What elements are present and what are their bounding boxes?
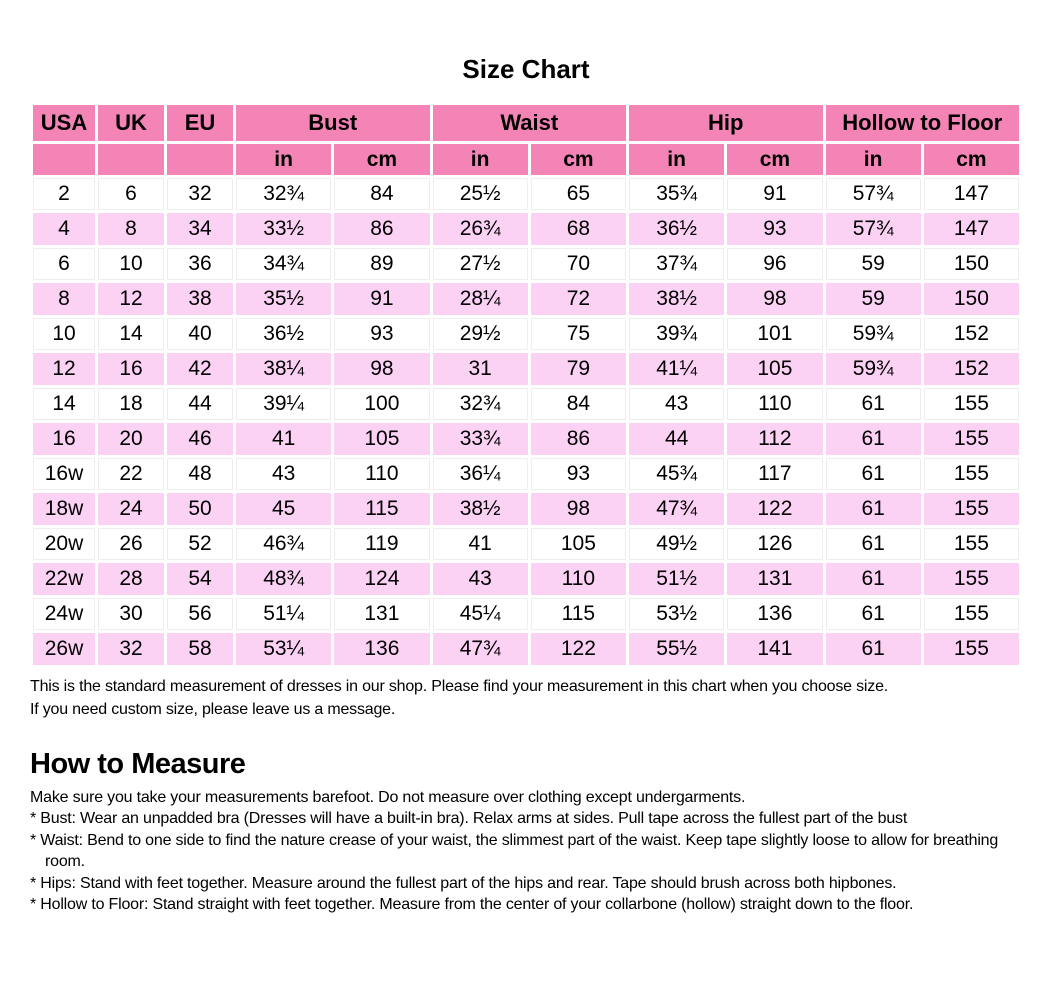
size-cell: 38 — [167, 283, 233, 315]
note-line-2: If you need custom size, please leave us a message. — [30, 701, 396, 718]
size-cell: 36½ — [629, 213, 724, 245]
size-cell: 35½ — [236, 283, 331, 315]
size-cell: 36 — [167, 248, 233, 280]
size-cell: 115 — [531, 598, 626, 630]
unit-header-waist-cm: cm — [531, 144, 626, 175]
size-cell: 65 — [531, 178, 626, 210]
size-cell: 68 — [531, 213, 626, 245]
size-cell: 56 — [167, 598, 233, 630]
size-cell: 147 — [924, 213, 1019, 245]
size-cell: 96 — [727, 248, 822, 280]
size-cell: 45¼ — [433, 598, 528, 630]
table-row — [33, 458, 1019, 490]
size-cell: 6 — [33, 248, 95, 280]
size-chart-table — [30, 102, 1022, 668]
size-cell: 43 — [629, 388, 724, 420]
size-cell: 61 — [826, 423, 921, 455]
size-cell: 117 — [727, 458, 822, 490]
table-header-row — [33, 105, 1019, 141]
table-row — [33, 213, 1019, 245]
size-cell: 105 — [727, 353, 822, 385]
size-cell: 30 — [98, 598, 164, 630]
size-cell: 10 — [33, 318, 95, 350]
size-cell: 43 — [236, 458, 331, 490]
table-row — [33, 423, 1019, 455]
size-cell: 2 — [33, 178, 95, 210]
table-row — [33, 633, 1019, 665]
size-cell: 61 — [826, 388, 921, 420]
table-row — [33, 528, 1019, 560]
size-cell: 38¼ — [236, 353, 331, 385]
size-cell: 41¼ — [629, 353, 724, 385]
measure-instructions-list — [30, 808, 1022, 916]
measure-instruction-item: * Waist: Bend to one side to find the nature crease of your waist, the slimmest part of the waist. Keep tape slightly loose to allow for breathing room. — [30, 831, 999, 870]
size-cell: 91 — [727, 178, 822, 210]
table-row — [33, 353, 1019, 385]
size-cell: 26¾ — [433, 213, 528, 245]
size-cell: 41 — [236, 423, 331, 455]
unit-header-hollow-in: in — [826, 144, 921, 175]
size-cell: 98 — [334, 353, 429, 385]
size-cell: 22w — [33, 563, 95, 595]
size-cell: 86 — [531, 423, 626, 455]
table-row — [33, 248, 1019, 280]
note-line-1: This is the standard measurement of dresses in our shop. Please find your measurement in this chart when you choose size. — [30, 678, 889, 695]
size-cell: 112 — [727, 423, 822, 455]
column-header-eu: EU — [167, 105, 233, 141]
size-cell: 16w — [33, 458, 95, 490]
size-cell: 24w — [33, 598, 95, 630]
size-cell: 49½ — [629, 528, 724, 560]
size-cell: 61 — [826, 458, 921, 490]
size-cell: 98 — [531, 493, 626, 525]
size-cell: 122 — [531, 633, 626, 665]
size-cell: 152 — [924, 318, 1019, 350]
size-cell: 150 — [924, 248, 1019, 280]
size-table-body — [33, 178, 1019, 665]
size-cell: 155 — [924, 633, 1019, 665]
size-cell: 31 — [433, 353, 528, 385]
size-cell: 61 — [826, 528, 921, 560]
size-cell: 10 — [98, 248, 164, 280]
size-cell: 61 — [826, 563, 921, 595]
unit-header-waist-in: in — [433, 144, 528, 175]
size-cell: 34¾ — [236, 248, 331, 280]
size-cell: 119 — [334, 528, 429, 560]
size-cell: 53½ — [629, 598, 724, 630]
size-cell: 18w — [33, 493, 95, 525]
size-cell: 44 — [167, 388, 233, 420]
table-row — [33, 493, 1019, 525]
size-cell: 61 — [826, 633, 921, 665]
size-cell: 36¼ — [433, 458, 528, 490]
size-cell: 122 — [727, 493, 822, 525]
size-cell: 59 — [826, 283, 921, 315]
size-cell: 115 — [334, 493, 429, 525]
size-cell: 152 — [924, 353, 1019, 385]
measure-instruction-item: * Hollow to Floor: Stand straight with feet together. Measure from the center of your collarbone (hollow) straight down to the floor. — [30, 896, 914, 913]
size-cell: 33¾ — [433, 423, 528, 455]
size-cell: 43 — [433, 563, 528, 595]
how-to-measure-heading: How to Measure — [30, 748, 246, 780]
size-cell: 86 — [334, 213, 429, 245]
size-cell: 57¾ — [826, 178, 921, 210]
measure-instruction-item: * Bust: Wear an unpadded bra (Dresses will have a built-in bra). Relax arms at sides. Pull tape across the fullest part of the bust — [30, 810, 908, 827]
size-cell: 155 — [924, 458, 1019, 490]
size-cell: 51¼ — [236, 598, 331, 630]
size-notes — [30, 675, 1022, 721]
size-cell: 24 — [98, 493, 164, 525]
size-cell: 155 — [924, 528, 1019, 560]
size-cell: 59 — [826, 248, 921, 280]
size-cell: 70 — [531, 248, 626, 280]
size-cell: 53¼ — [236, 633, 331, 665]
size-cell: 18 — [98, 388, 164, 420]
size-cell: 155 — [924, 598, 1019, 630]
size-cell: 16 — [33, 423, 95, 455]
unit-header-hollow-cm: cm — [924, 144, 1019, 175]
size-cell: 8 — [33, 283, 95, 315]
size-cell: 105 — [531, 528, 626, 560]
size-cell: 72 — [531, 283, 626, 315]
size-cell: 42 — [167, 353, 233, 385]
size-cell: 126 — [727, 528, 822, 560]
header-spacer-cell — [167, 144, 233, 175]
size-cell: 41 — [433, 528, 528, 560]
column-header-waist: Waist — [433, 105, 627, 141]
header-spacer-cell — [33, 144, 95, 175]
size-cell: 105 — [334, 423, 429, 455]
size-cell: 26w — [33, 633, 95, 665]
size-cell: 32 — [98, 633, 164, 665]
size-cell: 14 — [33, 388, 95, 420]
size-cell: 22 — [98, 458, 164, 490]
unit-header-hip-cm: cm — [727, 144, 822, 175]
table-row — [33, 388, 1019, 420]
size-cell: 84 — [531, 388, 626, 420]
column-header-usa: USA — [33, 105, 95, 141]
size-cell: 32¾ — [236, 178, 331, 210]
size-cell: 84 — [334, 178, 429, 210]
size-cell: 25½ — [433, 178, 528, 210]
size-cell: 39¾ — [629, 318, 724, 350]
size-cell: 12 — [98, 283, 164, 315]
column-header-bust: Bust — [236, 105, 430, 141]
size-cell: 38½ — [629, 283, 724, 315]
size-cell: 155 — [924, 493, 1019, 525]
table-row — [33, 318, 1019, 350]
size-cell: 48 — [167, 458, 233, 490]
size-cell: 4 — [33, 213, 95, 245]
size-cell: 45 — [236, 493, 331, 525]
column-header-hip: Hip — [629, 105, 823, 141]
size-cell: 36½ — [236, 318, 331, 350]
size-cell: 32 — [167, 178, 233, 210]
size-cell: 47¾ — [629, 493, 724, 525]
unit-header-hip-in: in — [629, 144, 724, 175]
size-cell: 61 — [826, 493, 921, 525]
size-cell: 26 — [98, 528, 164, 560]
size-cell: 79 — [531, 353, 626, 385]
measure-instruction-item: * Hips: Stand with feet together. Measure around the fullest part of the hips and rear. Tape should brush across both hipbones. — [30, 874, 897, 892]
size-cell: 51½ — [629, 563, 724, 595]
size-cell: 93 — [727, 213, 822, 245]
size-cell: 150 — [924, 283, 1019, 315]
size-cell: 141 — [727, 633, 822, 665]
table-row — [33, 283, 1019, 315]
size-cell: 28 — [98, 563, 164, 595]
size-cell: 54 — [167, 563, 233, 595]
size-cell: 45¾ — [629, 458, 724, 490]
size-cell: 46¾ — [236, 528, 331, 560]
unit-header-bust-in: in — [236, 144, 331, 175]
size-cell: 93 — [334, 318, 429, 350]
size-cell: 12 — [33, 353, 95, 385]
table-row — [33, 598, 1019, 630]
size-cell: 50 — [167, 493, 233, 525]
size-cell: 27½ — [433, 248, 528, 280]
size-cell: 33½ — [236, 213, 331, 245]
header-spacer-cell — [98, 144, 164, 175]
size-cell: 131 — [727, 563, 822, 595]
size-cell: 59¾ — [826, 318, 921, 350]
column-header-hollow-to-floor: Hollow to Floor — [826, 105, 1020, 141]
measure-intro: Make sure you take your measurements barefoot. Do not measure over clothing except undergarments. — [30, 789, 746, 806]
size-cell: 20w — [33, 528, 95, 560]
size-cell: 98 — [727, 283, 822, 315]
table-units-row — [33, 144, 1019, 175]
size-cell: 57¾ — [826, 213, 921, 245]
size-cell: 136 — [334, 633, 429, 665]
size-cell: 39¼ — [236, 388, 331, 420]
size-cell: 34 — [167, 213, 233, 245]
size-cell: 6 — [98, 178, 164, 210]
size-cell: 47¾ — [433, 633, 528, 665]
size-cell: 93 — [531, 458, 626, 490]
size-cell: 100 — [334, 388, 429, 420]
size-cell: 44 — [629, 423, 724, 455]
size-cell: 46 — [167, 423, 233, 455]
size-cell: 155 — [924, 563, 1019, 595]
size-cell: 124 — [334, 563, 429, 595]
size-cell: 89 — [334, 248, 429, 280]
size-cell: 131 — [334, 598, 429, 630]
size-cell: 32¾ — [433, 388, 528, 420]
page-title: Size Chart — [462, 54, 590, 84]
size-cell: 28¼ — [433, 283, 528, 315]
size-cell: 52 — [167, 528, 233, 560]
size-cell: 16 — [98, 353, 164, 385]
size-cell: 59¾ — [826, 353, 921, 385]
size-cell: 75 — [531, 318, 626, 350]
size-cell: 110 — [727, 388, 822, 420]
size-cell: 136 — [727, 598, 822, 630]
size-cell: 91 — [334, 283, 429, 315]
size-cell: 29½ — [433, 318, 528, 350]
size-cell: 147 — [924, 178, 1019, 210]
size-cell: 37¾ — [629, 248, 724, 280]
size-cell: 155 — [924, 423, 1019, 455]
size-cell: 110 — [334, 458, 429, 490]
column-header-uk: UK — [98, 105, 164, 141]
size-cell: 8 — [98, 213, 164, 245]
size-cell: 48¾ — [236, 563, 331, 595]
size-cell: 155 — [924, 388, 1019, 420]
size-cell: 101 — [727, 318, 822, 350]
size-cell: 58 — [167, 633, 233, 665]
size-cell: 40 — [167, 318, 233, 350]
size-cell: 20 — [98, 423, 164, 455]
size-cell: 110 — [531, 563, 626, 595]
table-row — [33, 178, 1019, 210]
size-cell: 35¾ — [629, 178, 724, 210]
size-cell: 61 — [826, 598, 921, 630]
table-row — [33, 563, 1019, 595]
size-cell: 38½ — [433, 493, 528, 525]
unit-header-bust-cm: cm — [334, 144, 429, 175]
size-cell: 14 — [98, 318, 164, 350]
size-cell: 55½ — [629, 633, 724, 665]
